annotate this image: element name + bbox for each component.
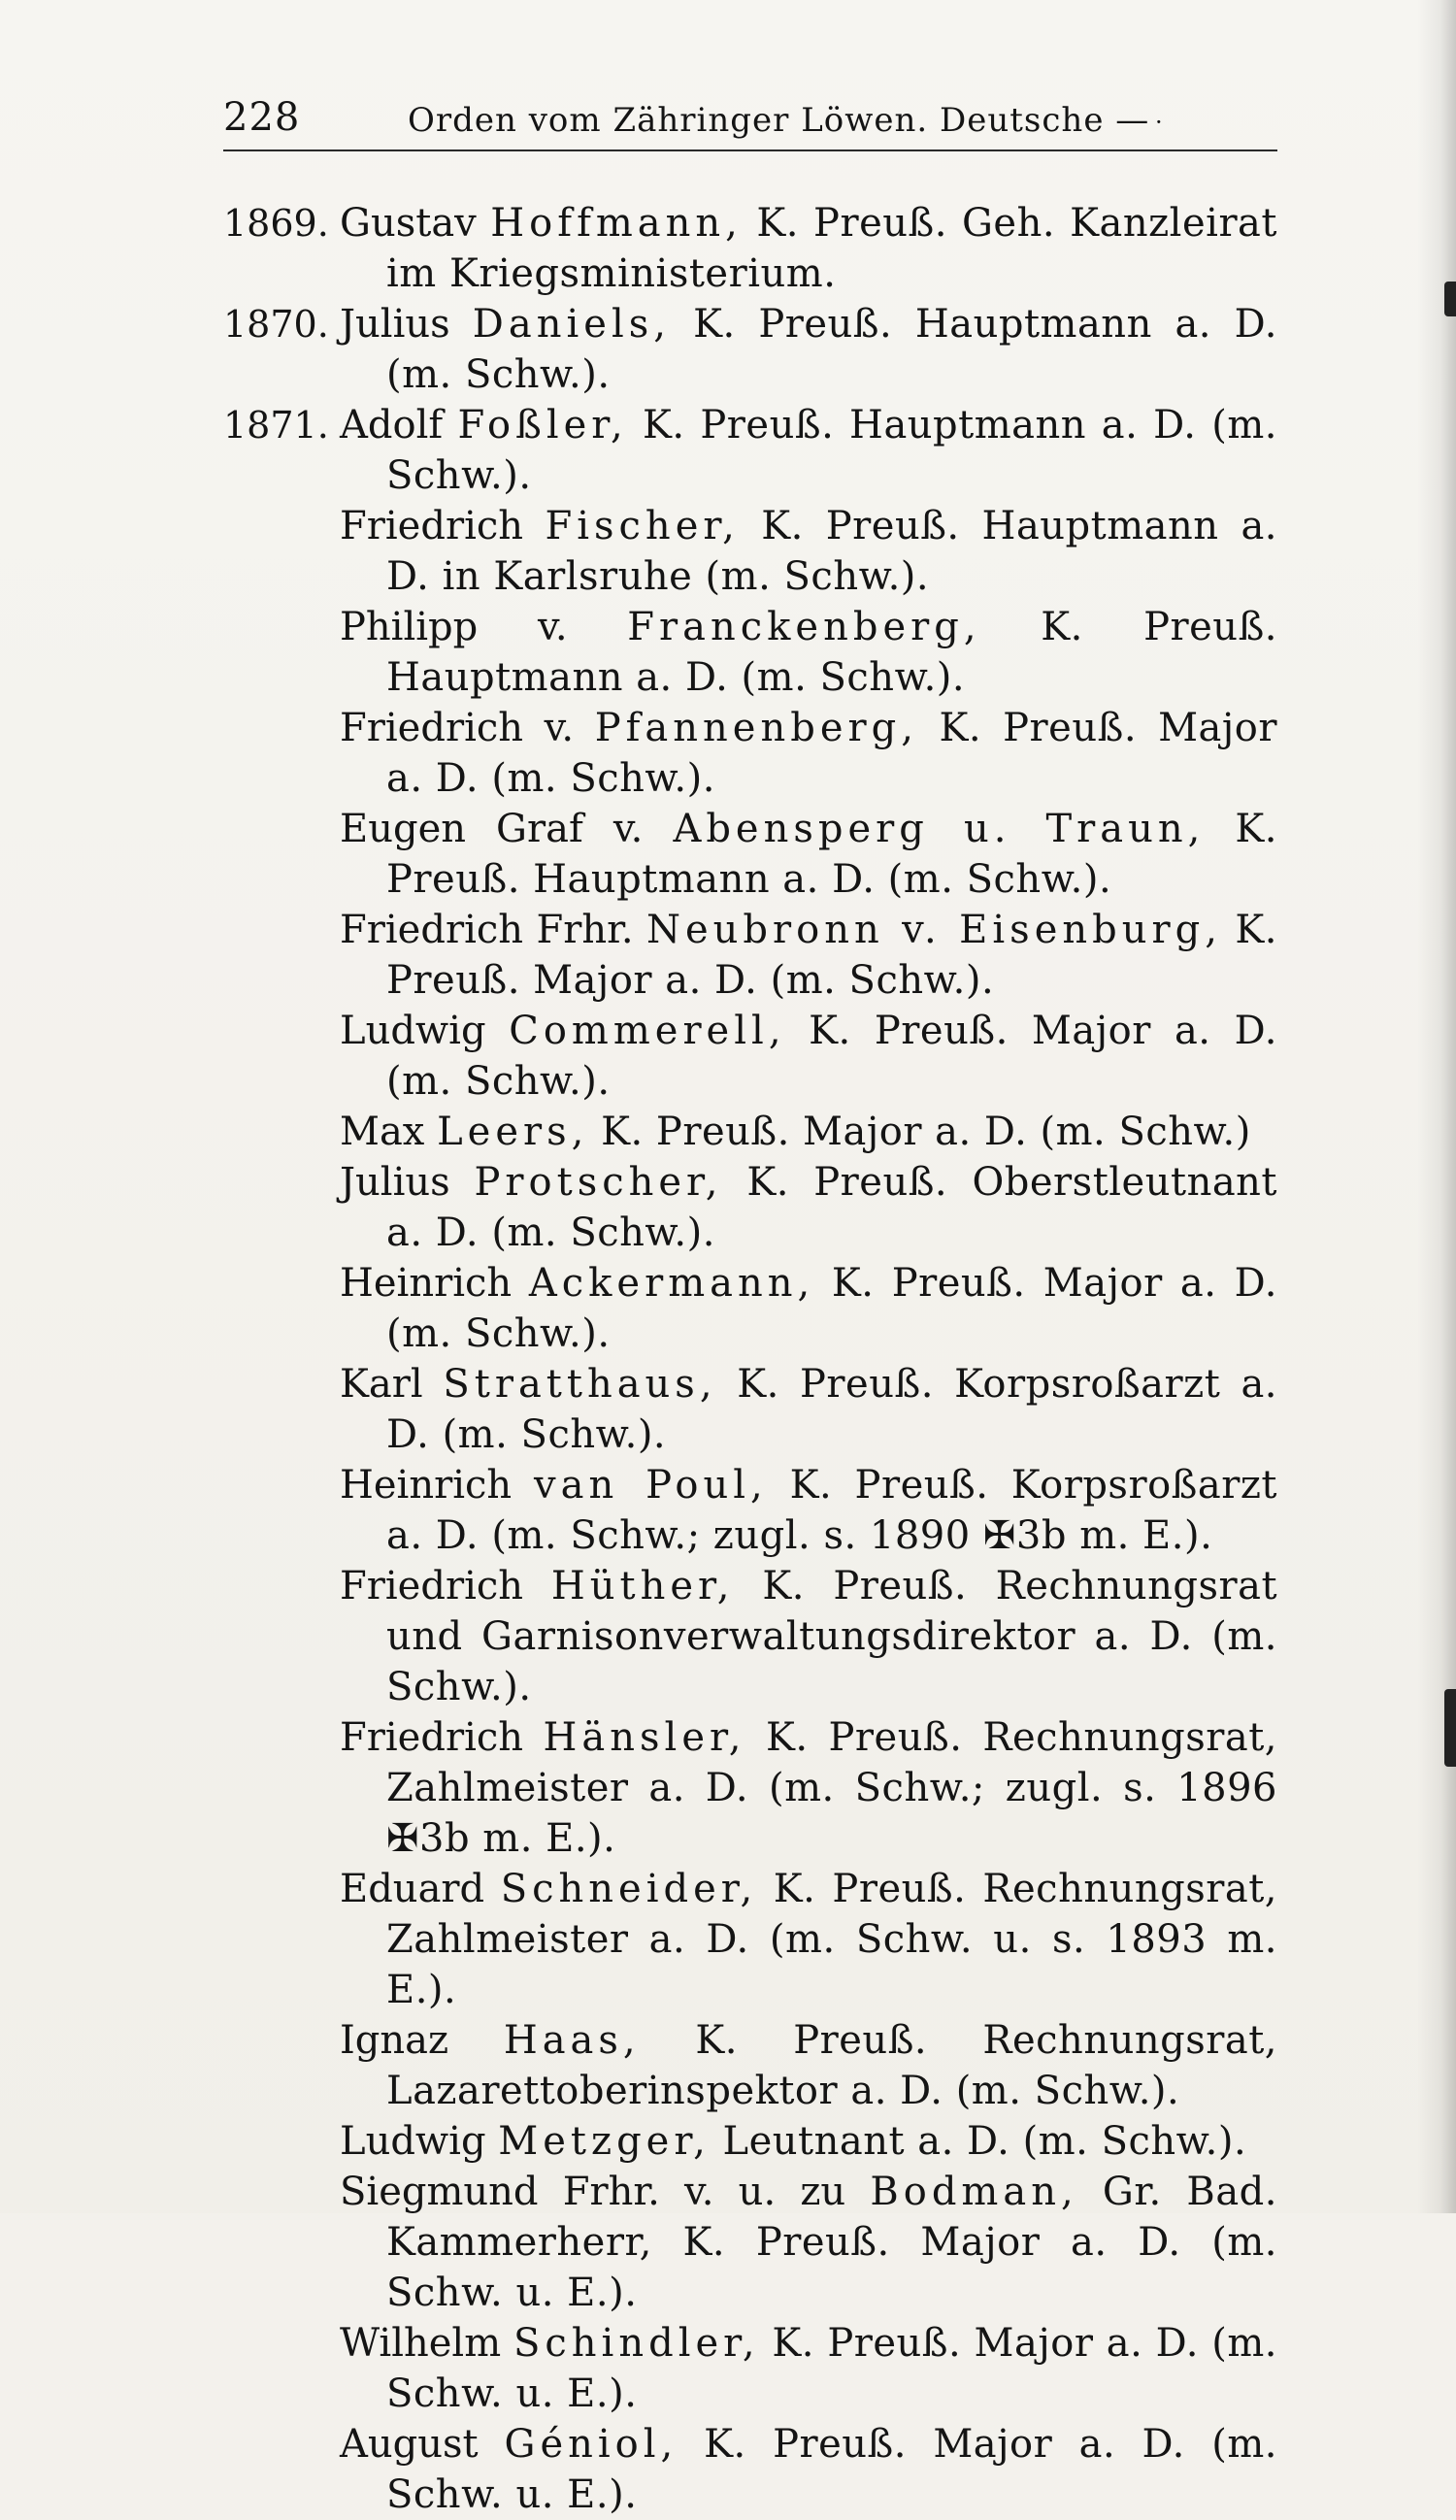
entry-text <box>340 2167 1277 2318</box>
entry-surname: Fischer, <box>545 504 740 548</box>
entry-first-name: Heinrich <box>340 1261 513 1306</box>
entry-year: 1871. <box>223 404 329 447</box>
entry-description: K. Preuß. Hauptmann a. D. (m. Schw.). <box>386 807 1277 902</box>
entry-year <box>223 1258 340 1359</box>
entry-description: K. Preuß. Rechnungsrat, Zahlmeister a. D. (m. Schw. u. s. 1893 m. E.). <box>386 1867 1278 2012</box>
entry-text <box>340 1712 1277 1864</box>
entry-year <box>223 1712 340 1864</box>
entry-first-name: Heinrich <box>340 1463 513 1508</box>
entry-surname: Franckenberg, <box>627 605 981 649</box>
entry-text <box>340 1107 1277 1157</box>
entry-year <box>223 1359 340 1460</box>
entry-surname: Géniol, <box>504 2422 678 2467</box>
entry-year <box>223 1157 340 1258</box>
entry-description: K. Preuß. Hauptmann a. D. (m. Schw.). <box>386 403 1278 498</box>
entry-year <box>223 703 340 804</box>
entry-year <box>223 2318 340 2419</box>
entry-surname: Hoffmann, <box>490 201 743 246</box>
entry-first-name: Adolf <box>340 403 444 448</box>
entry-surname: Haas, <box>503 2018 641 2063</box>
entry-first-name: Friedrich <box>340 1715 524 1760</box>
entry-text <box>340 804 1277 905</box>
entry-text <box>340 2318 1277 2419</box>
page-number: 228 <box>223 95 301 140</box>
list-item <box>223 602 1277 703</box>
entry-description: K. Preuß. Hauptmann a. D. in Karlsruhe (m. Schw.). <box>386 504 1278 599</box>
entry-description: K. Preuß. Major a. D. (m. Schw. u. E.). <box>386 2422 1277 2517</box>
entry-first-name: Friedrich <box>340 1564 524 1608</box>
running-head: Orden vom Zähringer Löwen. Deutsche — <box>408 101 1150 140</box>
entry-description: K. Preuß. Major a. D. (m. Schw.). <box>386 706 1277 801</box>
list-item <box>223 703 1277 804</box>
entry-surname: Metzger, <box>498 2119 711 2164</box>
list-item <box>223 804 1277 905</box>
entry-year <box>223 1561 340 1712</box>
entry-first-name: Friedrich v. <box>340 706 575 750</box>
entry-first-name: Eduard <box>340 1867 485 1911</box>
entry-text <box>340 1359 1277 1460</box>
entry-surname: Foßler, <box>457 403 628 448</box>
list-item <box>223 2116 1277 2167</box>
list-item <box>223 2015 1277 2116</box>
entry-year <box>223 1006 340 1107</box>
list-item <box>223 905 1277 1006</box>
entry-surname: Stratthaus, <box>443 1362 717 1407</box>
list-item <box>223 2419 1277 2520</box>
entry-year <box>223 2419 340 2520</box>
entry-year <box>223 2167 340 2318</box>
entry-first-name: August <box>340 2422 479 2467</box>
entry-year <box>223 2116 340 2167</box>
entry-year: 1870. <box>223 303 329 346</box>
entry-surname: Schneider, <box>500 1867 758 1911</box>
entry-surname: Leers, <box>437 1110 589 1154</box>
entry-year <box>223 1107 340 1157</box>
entry-text <box>340 501 1277 602</box>
entry-surname: Bodman, <box>870 2170 1078 2214</box>
page-header <box>223 95 1277 151</box>
entry-description: K. Preuß. Oberstleutnant a. D. (m. Schw.). <box>386 1160 1278 1255</box>
entry-surname: Daniels, <box>472 302 671 347</box>
entry-year: 1869. <box>223 202 329 245</box>
entry-first-name: Siegmund Frhr. v. u. zu <box>340 2170 846 2214</box>
list-item <box>223 1712 1277 1864</box>
entry-year <box>223 501 340 602</box>
list-item <box>223 400 1277 501</box>
binding-mark <box>1444 1689 1456 1767</box>
list-item <box>223 1157 1277 1258</box>
entry-text <box>340 1258 1277 1359</box>
entry-description: K. Preuß. Rechnungsrat und Garnisonverwaltungsdirektor a. D. (m. Schw.). <box>386 1564 1278 1709</box>
entry-text <box>340 1460 1277 1561</box>
entry-year <box>223 1864 340 2015</box>
entry-text <box>340 299 1277 400</box>
entry-surname: Pfannenberg, <box>594 706 918 750</box>
entry-year <box>223 1460 340 1561</box>
entry-text <box>340 905 1277 1006</box>
entry-description: K. Preuß. Geh. Kanzleirat im Kriegsministerium. <box>386 201 1277 296</box>
entry-first-name: Wilhelm <box>340 2321 502 2366</box>
list-item <box>223 198 1277 299</box>
entry-text <box>340 400 1277 501</box>
entry-first-name: Julius <box>340 302 450 347</box>
entry-first-name: Ludwig <box>340 1009 486 1053</box>
header-mark: · <box>1155 109 1163 136</box>
entry-description: K. Preuß. Major a. D. (m. Schw. u. E.). <box>386 2321 1278 2416</box>
entry-description: K. Preuß. Rechnungsrat, Lazarettoberinspektor a. D. (m. Schw.). <box>386 2018 1277 2113</box>
entry-text <box>340 1864 1277 2015</box>
entry-first-name: Friedrich <box>340 504 524 548</box>
entry-description: K. Preuß. Major a. D. (m. Schw.). <box>386 1261 1277 1356</box>
entry-description: K. Preuß. Major a. D. (m. Schw.). <box>386 908 1277 1003</box>
entry-text <box>340 602 1277 703</box>
entry-year <box>223 602 340 703</box>
list-item <box>223 2318 1277 2419</box>
entry-surname: Protscher, <box>474 1160 723 1205</box>
list-item <box>223 1107 1277 1157</box>
list-item <box>223 2167 1277 2318</box>
entry-year <box>223 804 340 905</box>
entry-surname: Schindler, <box>513 2321 760 2366</box>
list-item <box>223 1006 1277 1107</box>
entry-first-name: Ludwig <box>340 2119 486 2164</box>
entry-surname: Commerell, <box>509 1009 786 1053</box>
entry-surname: Abensperg u. Traun, <box>673 807 1206 851</box>
list-item <box>223 1561 1277 1712</box>
entry-text <box>340 1157 1277 1258</box>
entry-text <box>340 703 1277 804</box>
entry-first-name: Julius <box>340 1160 450 1205</box>
entry-text <box>340 2116 1277 2167</box>
entry-description: K. Preuß. Korpsroßarzt a. D. (m. Schw.). <box>386 1362 1278 1457</box>
entry-list <box>223 198 1277 2520</box>
binding-mark <box>1444 282 1456 316</box>
entry-first-name: Philipp v. <box>340 605 568 649</box>
entry-first-name: Gustav <box>340 201 477 246</box>
entry-description: K. Preuß. Major a. D. (m. Schw.) <box>601 1110 1251 1154</box>
list-item <box>223 1864 1277 2015</box>
entry-surname: Hänsler, <box>543 1715 746 1760</box>
entry-description: K. Preuß. Hauptmann a. D. (m. Schw.). <box>386 302 1277 397</box>
entry-year <box>223 905 340 1006</box>
entry-description: K. Preuß. Rechnungsrat, Zahlmeister a. D. (m. Schw.; zugl. s. 1896 ✠3b m. E.). <box>386 1715 1278 1861</box>
entry-year <box>223 2015 340 2116</box>
entry-surname: Neubronn v. Eisenburg, <box>645 908 1222 952</box>
entry-description: Leutnant a. D. (m. Schw.). <box>722 2119 1247 2164</box>
entry-first-name: Max <box>340 1110 425 1154</box>
list-item <box>223 1460 1277 1561</box>
entry-surname: Hüther, <box>550 1564 735 1608</box>
entry-description: K. Preuß. Major a. D. (m. Schw.). <box>386 1009 1278 1104</box>
entry-surname: van Poul, <box>534 1463 768 1508</box>
entry-text <box>340 1006 1277 1107</box>
list-item <box>223 501 1277 602</box>
binding-shadow <box>1417 0 1456 2213</box>
entry-text <box>340 2419 1277 2520</box>
entry-first-name: Ignaz <box>340 2018 449 2063</box>
list-item <box>223 299 1277 400</box>
entry-first-name: Karl <box>340 1362 423 1407</box>
entry-first-name: Friedrich Frhr. <box>340 908 634 952</box>
entry-description: K. Preuß. Hauptmann a. D. (m. Schw.). <box>386 605 1277 700</box>
entry-description: K. Preuß. Korpsroßarzt a. D. (m. Schw.; zugl. s. 1890 ✠3b m. E.). <box>386 1463 1277 1558</box>
list-item <box>223 1359 1277 1460</box>
entry-description: Gr. Bad. Kammerherr, K. Preuß. Major a. D. (m. Schw. u. E.). <box>386 2170 1277 2315</box>
list-item <box>223 1258 1277 1359</box>
entry-text <box>340 198 1277 299</box>
entry-surname: Ackermann, <box>528 1261 815 1306</box>
entry-text <box>340 1561 1277 1712</box>
entry-first-name: Eugen Graf v. <box>340 807 644 851</box>
entry-text <box>340 2015 1277 2116</box>
